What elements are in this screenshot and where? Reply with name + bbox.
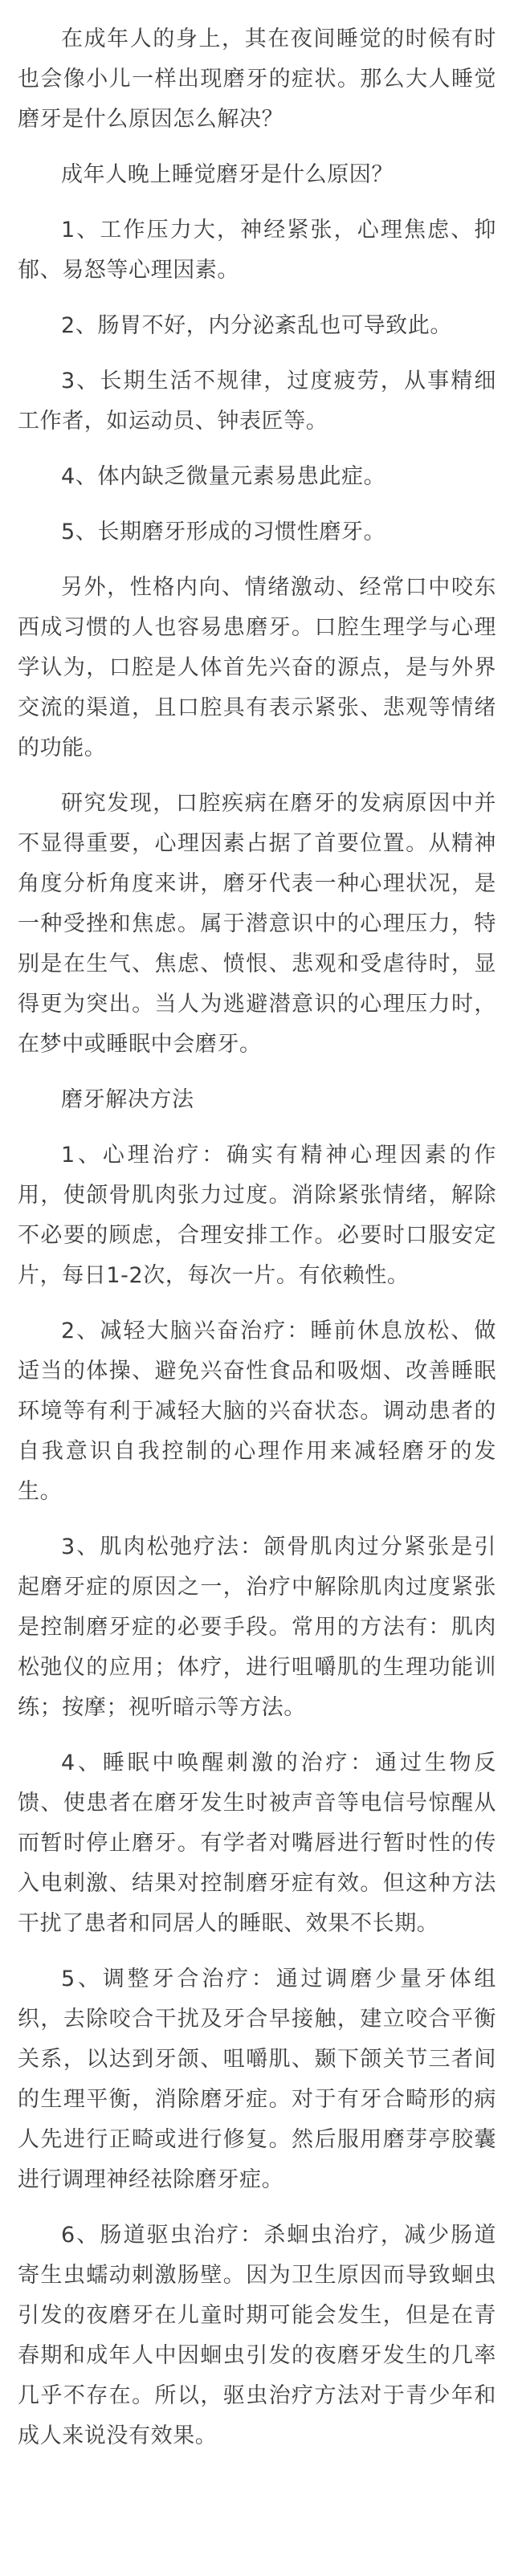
solution-item-4: 4、睡眠中唤醒刺激的治疗：通过生物反馈、使患者在磨牙发生时被声音等电信号惊醒从而暂时停止磨牙。有学者对嘴唇进行暂时性的传入电刺激、结果对控制磨牙症有效。但这种方法干扰了患者和同居人的睡眠、效果不长期。 <box>18 1751 496 1936</box>
cause-item-5: 5、长期磨牙形成的习惯性磨牙。 <box>61 520 386 544</box>
research-paragraph: 研究发现，口腔疾病在磨牙的发病原因中并不显得重要，心理因素占据了首要位置。从精神角度分析角度来讲，磨牙代表一种心理状况，是一种受挫和焦虑。属于潜意识中的心理压力，特别是在生气、焦虑、愤恨、悲观和受虐待时，显得更为突出。当人为逃避潜意识的心理压力时，在梦中或睡眠中会磨牙。 <box>18 791 496 1057</box>
solution-item-1: 1、心理治疗：确实有精神心理因素的作用，使颌骨肌肉张力过度。消除紧张情绪，解除不必要的顾虑，合理安排工作。必要时口服安定片，每日1-2次，每次一片。有依赖性。 <box>18 1143 496 1288</box>
personality-paragraph: 另外，性格内向、情绪激动、经常口中咬东西成习惯的人也容易患磨牙。口腔生理学与心理学认为，口腔是人体首先兴奋的源点，是与外界交流的渠道，且口腔具有表示紧张、悲观等情绪的功能。 <box>18 575 496 760</box>
cause-item-3: 3、长期生活不规律，过度疲劳，从事精细工作者，如运动员、钟表匠等。 <box>18 369 496 434</box>
solution-item-2: 2、减轻大脑兴奋治疗：睡前休息放松、做适当的体操、避免兴奋性食品和吸烟、改善睡眠环境等有利于减轻大脑的兴奋状态。调动患者的自我意识自我控制的心理作用来减轻磨牙的发生。 <box>18 1319 496 1504</box>
cause-item-2: 2、肠胃不好，内分泌紊乱也可导致此。 <box>61 313 452 338</box>
cause-item-4: 4、体内缺乏微量元素易患此症。 <box>61 464 386 489</box>
intro-paragraph: 在成年人的身上，其在夜间睡觉的时候有时也会像小儿一样出现磨牙的症状。那么大人睡觉磨牙是什么原因怎么解决？ <box>18 26 496 132</box>
solution-item-5: 5、调整牙合治疗：通过调磨少量牙体组织，去除咬合干扰及牙合早接触，建立咬合平衡关系，以达到牙颌、咀嚼肌、颞下颌关节三者间的生理平衡，消除磨牙症。对于有牙合畸形的病人先进行正畸或进行修复。然后服用磨芽亭胶囊进行调理神经祛除磨牙症。 <box>18 1967 496 2192</box>
solution-item-3: 3、肌肉松弛疗法：颌骨肌肉过分紧张是引起磨牙症的原因之一，治疗中解除肌肉过度紧张是控制磨牙症的必要手段。常用的方法有：肌肉松弛仪的应用；体疗，进行咀嚼肌的生理功能训练；按摩；视听暗示等方法。 <box>18 1535 496 1720</box>
solution-item-6: 6、肠道驱虫治疗：杀蛔虫治疗，减少肠道寄生虫蠕动刺激肠壁。因为卫生原因而导致蛔虫引发的夜磨牙在儿童时期可能会发生，但是在青春期和成年人中因蛔虫引发的夜磨牙发生的几率几乎不存在。所以，驱虫治疗方法对于青少年和成人来说没有效果。 <box>18 2223 496 2448</box>
causes-heading: 成年人晚上睡觉磨牙是什么原因？ <box>61 162 394 187</box>
solutions-heading: 磨牙解决方法 <box>61 1087 194 1112</box>
cause-item-1: 1、工作压力大，神经紧张，心理焦虑、抑郁、易怒等心理因素。 <box>18 218 496 283</box>
